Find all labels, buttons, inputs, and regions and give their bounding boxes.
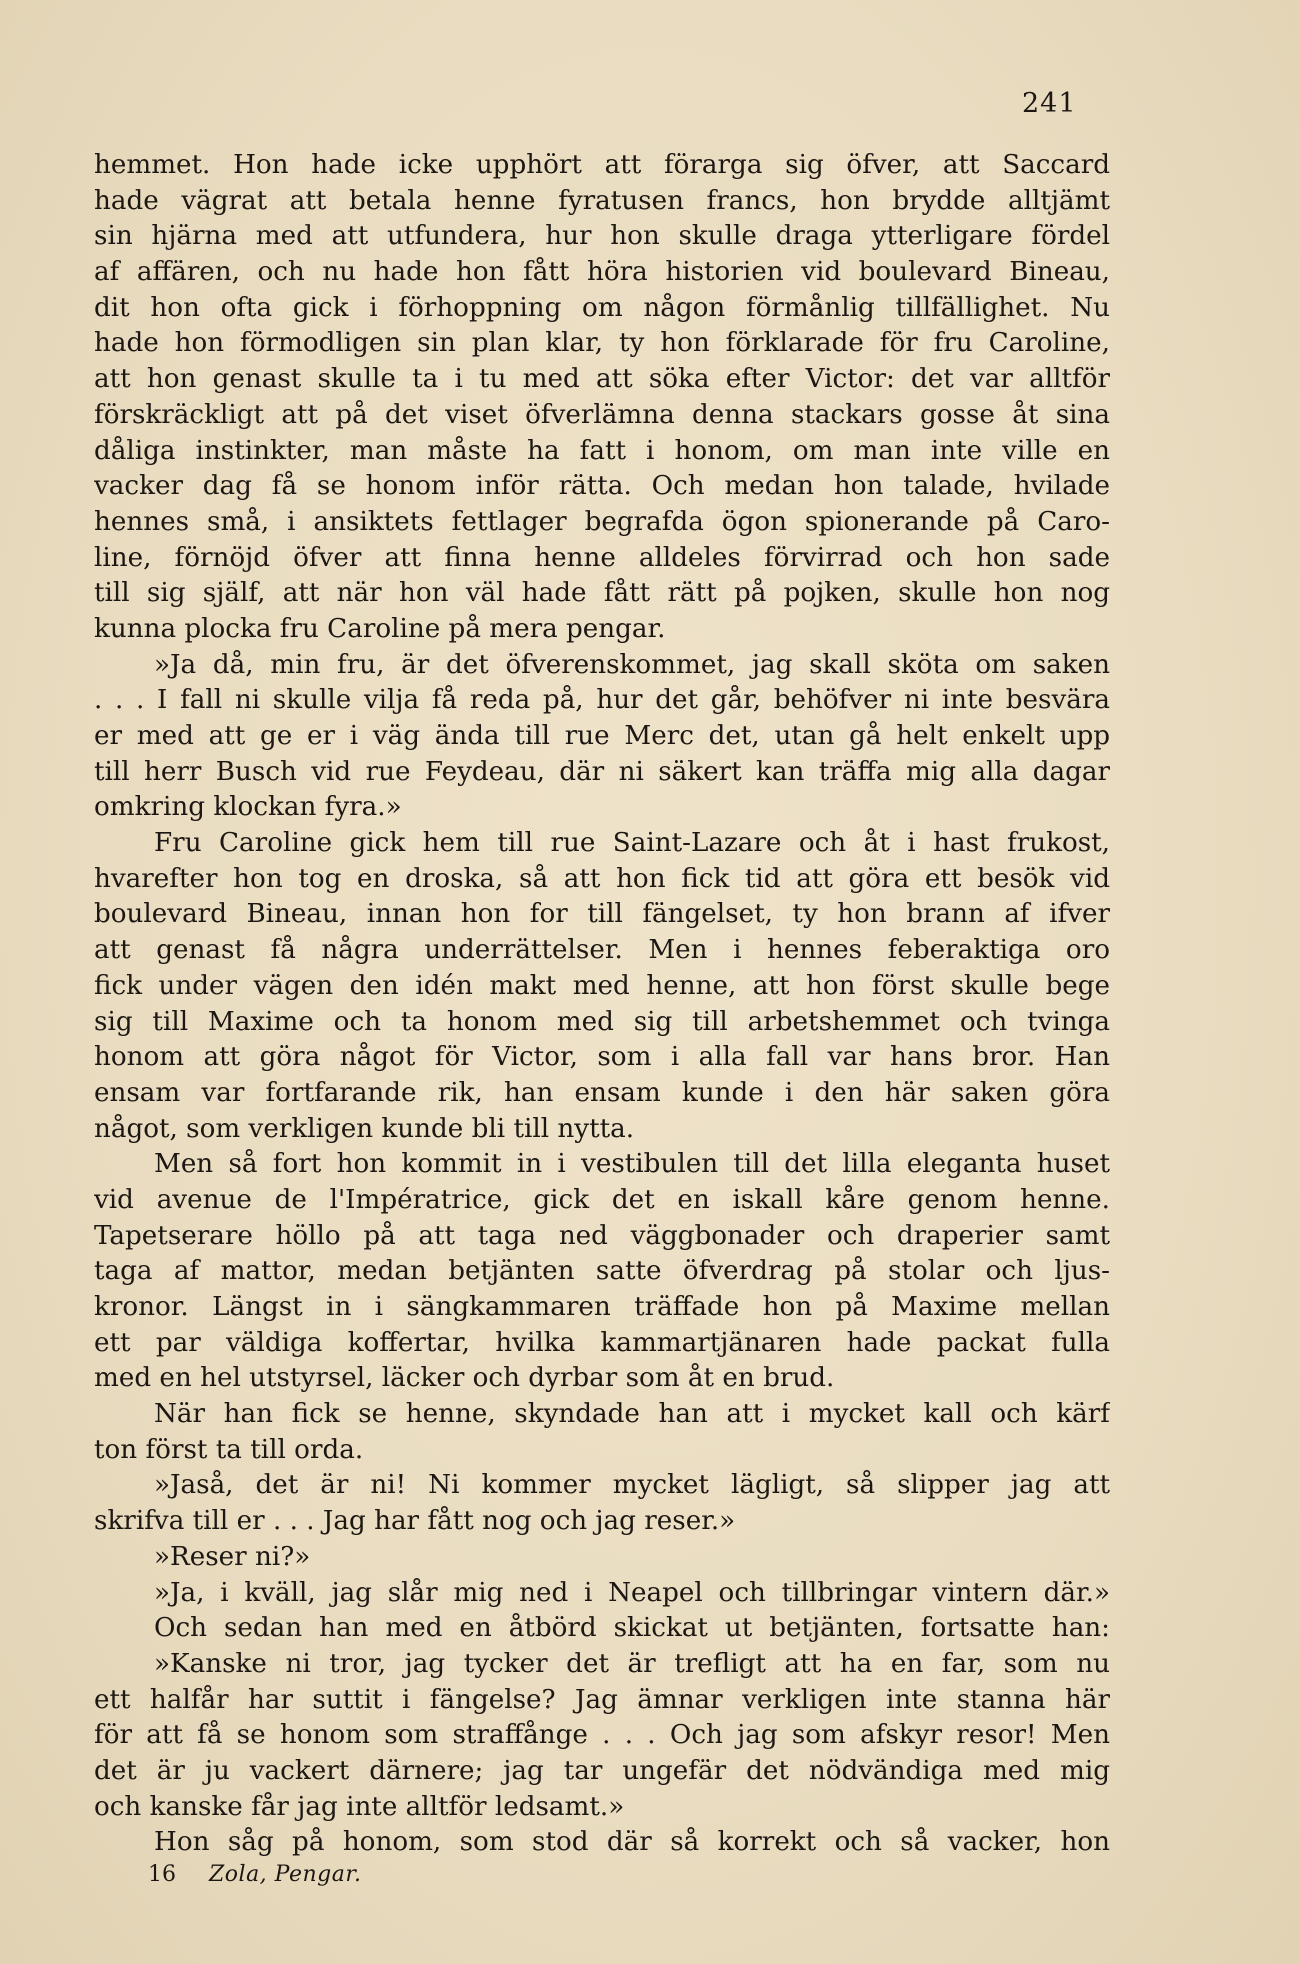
text-line: vid avenue de l'Impératrice, gick det en iskall kåre genom henne. bbox=[94, 1184, 1110, 1215]
text-line: ett halfår har suttit i fängelse? Jag ämnar verkligen inte stanna här bbox=[94, 1684, 1110, 1715]
text-line: hennes små, i ansiktets fettlager begrafda ögon spionerande på Caro- bbox=[94, 506, 1110, 537]
text-line: Och sedan han med en åtbörd skickat ut betjänten, fortsatte han: bbox=[154, 1613, 1110, 1644]
text-line: »Kanske ni tror, jag tycker det är trefligt att ha en far, som nu bbox=[154, 1648, 1110, 1679]
text-line: skrifva till er . . . Jag har fått nog och jag reser.» bbox=[94, 1506, 736, 1537]
text-line: »Ja, i kväll, jag slår mig ned i Neapel och tillbringar vintern där.» bbox=[154, 1577, 1110, 1608]
running-title: Zola, Pengar. bbox=[209, 1862, 362, 1887]
text-line: med en hel utstyrsel, läcker och dyrbar som åt en brud. bbox=[94, 1363, 835, 1394]
text-line: vacker dag få se honom inför rätta. Och medan hon talade, hvilade bbox=[94, 471, 1110, 502]
text-line: ton först ta till orda. bbox=[94, 1434, 364, 1465]
text-line: dit hon ofta gick i förhoppning om någon förmånlig tillfällighet. Nu bbox=[94, 292, 1110, 323]
text-line: ensam var fortfarande rik, han ensam kunde i den här saken göra bbox=[94, 1077, 1110, 1108]
text-line: ett par väldiga koffertar, hvilka kammartjänaren hade packat fulla bbox=[94, 1327, 1110, 1358]
text-line: sig till Maxime och ta honom med sig till arbetshemmet och tvinga bbox=[94, 1006, 1110, 1037]
text-line: kronor. Längst in i sängkammaren träffade hon på Maxime mellan bbox=[94, 1292, 1110, 1322]
text-line: sin hjärna med att utfundera, hur hon skulle draga ytterligare fördel bbox=[94, 221, 1110, 252]
text-line: förskräckligt att på det viset öfverlämna denna stackars gosse åt sina bbox=[94, 399, 1110, 430]
text-line: för att få se honom som straffånge . . . Och jag som afskyr resor! Men bbox=[94, 1720, 1110, 1751]
text-line: hemmet. Hon hade icke upphört att förarga sig öfver, att Saccard bbox=[94, 150, 1110, 180]
text-line: Fru Caroline gick hem till rue Saint-Lazare och åt i hast frukost, bbox=[154, 828, 1110, 859]
text-line: något, som verkligen kunde bli till nytta. bbox=[94, 1113, 635, 1144]
text-line: boulevard Bineau, innan hon for till fängelset, ty hon brann af ifver bbox=[94, 899, 1110, 930]
text-line: att genast få några underrättelser. Men i hennes feberaktiga oro bbox=[94, 935, 1110, 966]
text-line: er med att ge er i väg ända till rue Merc det, utan gå helt enkelt upp bbox=[94, 721, 1110, 751]
text-line: Hon såg på honom, som stod där så korrekt och så vacker, hon bbox=[154, 1827, 1110, 1858]
text-line: line, förnöjd öfver att finna henne alldeles förvirrad och hon sade bbox=[94, 542, 1110, 573]
page-number: 241 bbox=[1022, 88, 1077, 119]
text-line: hade vägrat att betala henne fyratusen francs, hon brydde alltjämt bbox=[94, 185, 1110, 216]
text-line: Tapetserare höllo på att taga ned väggbonader och draperier samt bbox=[94, 1220, 1110, 1251]
text-line: och kanske får jag inte alltför ledsamt.» bbox=[94, 1791, 625, 1822]
text-line: När han fick se henne, skyndade han att i mycket kall och kärf bbox=[154, 1399, 1110, 1430]
text-line: hade hon förmodligen sin plan klar, ty hon förklarade för fru Caroline, bbox=[94, 328, 1110, 359]
text-line: kunna plocka fru Caroline på mera pengar. bbox=[94, 613, 666, 644]
text-line: af affären, och nu hade hon fått höra historien vid boulevard Bineau, bbox=[94, 257, 1110, 288]
text-line: till herr Busch vid rue Feydeau, där ni säkert kan träffa mig alla dagar bbox=[94, 756, 1110, 787]
text-line: »Ja då, min fru, är det öfverenskommet, jag skall sköta om saken bbox=[154, 649, 1110, 680]
text-line: omkring klockan fyra.» bbox=[94, 792, 402, 823]
printer-signature: 16 bbox=[148, 1862, 176, 1887]
text-line: honom att göra något för Victor, som i alla fall var hans bror. Han bbox=[94, 1042, 1110, 1073]
text-line: fick under vägen den idén makt med henne, att hon först skulle bege bbox=[94, 970, 1110, 1001]
text-line: hvarefter hon tog en droska, så att hon fick tid att göra ett besök vid bbox=[94, 863, 1110, 894]
text-line: det är ju vackert därnere; jag tar ungefär det nödvändiga med mig bbox=[94, 1755, 1110, 1786]
page-footer bbox=[148, 1862, 361, 1887]
text-line: taga af mattor, medan betjänten satte öfverdrag på stolar och ljus- bbox=[94, 1256, 1110, 1287]
text-line: att hon genast skulle ta i tu med att söka efter Victor: det var alltför bbox=[94, 364, 1110, 395]
text-line: till sig själf, att när hon väl hade fått rätt på pojken, skulle hon nog bbox=[94, 578, 1110, 609]
body-text bbox=[94, 148, 1110, 1861]
text-line: Men så fort hon kommit in i vestibulen till det lilla eleganta huset bbox=[154, 1149, 1110, 1180]
text-line: dåliga instinkter, man måste ha fatt i honom, om man inte ville en bbox=[94, 435, 1110, 466]
text-line: »Jaså, det är ni! Ni kommer mycket lägligt, så slipper jag att bbox=[154, 1470, 1110, 1501]
text-line: »Reser ni?» bbox=[154, 1541, 311, 1572]
text-line: . . . I fall ni skulle vilja få reda på, hur det går, behöfver ni inte besvära bbox=[94, 685, 1110, 716]
